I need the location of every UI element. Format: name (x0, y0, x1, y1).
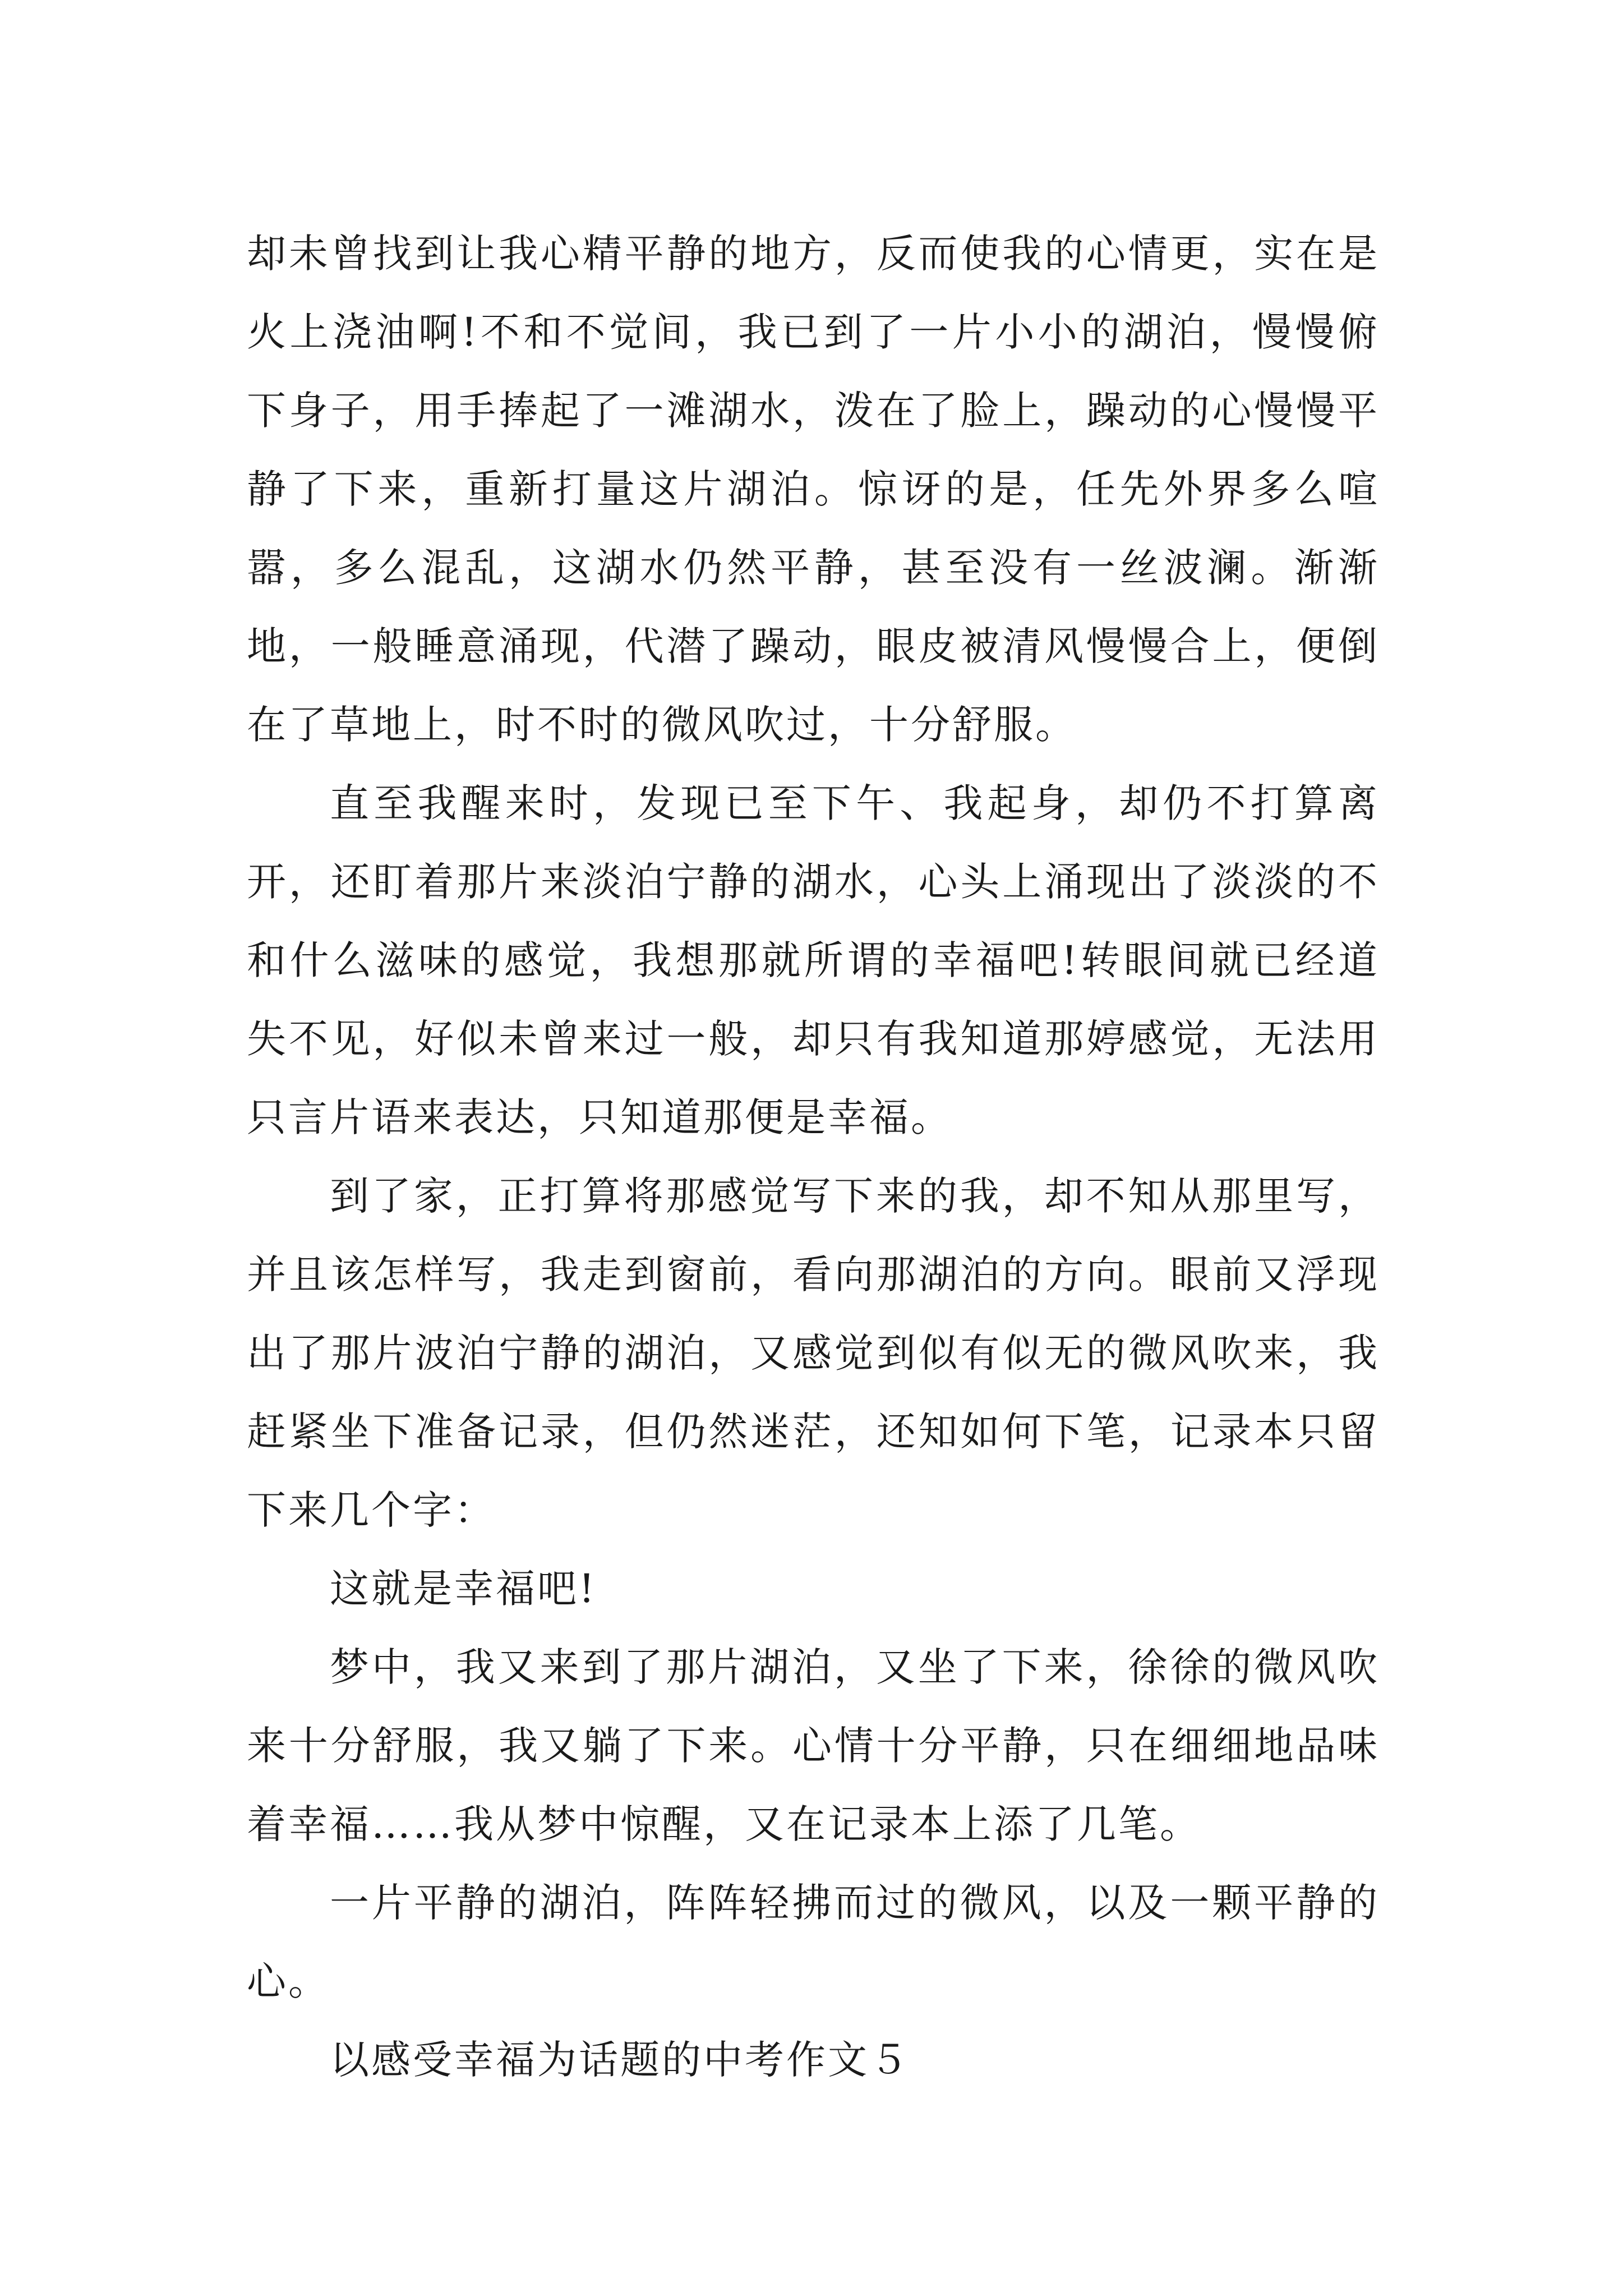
essay-body (247, 214, 1380, 2099)
paragraph-1: 却未曾找到让我心精平静的地方，反而使我的心情更，实在是火上浇油啊!不和不觉间，我已到了一片小小的湖泊，慢慢俯下身子，用手捧起了一滩湖水，泼在了脸上，躁动的心慢慢平静了下来，重新打量这片湖泊。惊讶的是，任先外界多么喧嚣，多么混乱，这湖水仍然平静，甚至没有一丝波澜。渐渐地，一般睡意涌现，代潜了躁动，眼皮被清风慢慢合上，便倒在了草地上，时不时的微风吹过，十分舒服。 (247, 231, 1380, 748)
paragraph-2: 直至我醒来时，发现已至下午、我起身，却仍不打算离开，还盯着那片来淡泊宁静的湖水，心头上涌现出了淡淡的不和什么滋味的感觉，我想那就所谓的幸福吧!转眼间就已经道失不见，好似未曾来过一般，却只有我知道那婷感觉，无法用只言片语来表达，只知道那便是幸福。 (247, 780, 1380, 1140)
paragraph-4: 这就是幸福吧! (330, 1566, 597, 1612)
paragraph-5: 梦中，我又来到了那片湖泊，又坐了下来，徐徐的微风吹来十分舒服，我又躺了下来。心情十分平静，只在细细地品味着幸福……我从梦中惊醒，又在记录本上添了几笔。 (247, 1644, 1380, 1847)
paragraph-6: 一片平静的湖泊，阵阵轻拂而过的微风，以及一颗平静的心。 (247, 1880, 1380, 2004)
essay-title-next: 以感受幸福为话题的中考作文５ (330, 2037, 911, 2083)
paragraph-3: 到了家，正打算将那感觉写下来的我，却不知从那里写，并且该怎样写，我走到窗前，看向那湖泊的方向。眼前又浮现出了那片波泊宁静的湖泊，又感觉到似有似无的微风吹来，我赶紧坐下准备记录，但仍然迷茫，还知如何下笔，记录本只留下来几个字： (247, 1173, 1380, 1533)
